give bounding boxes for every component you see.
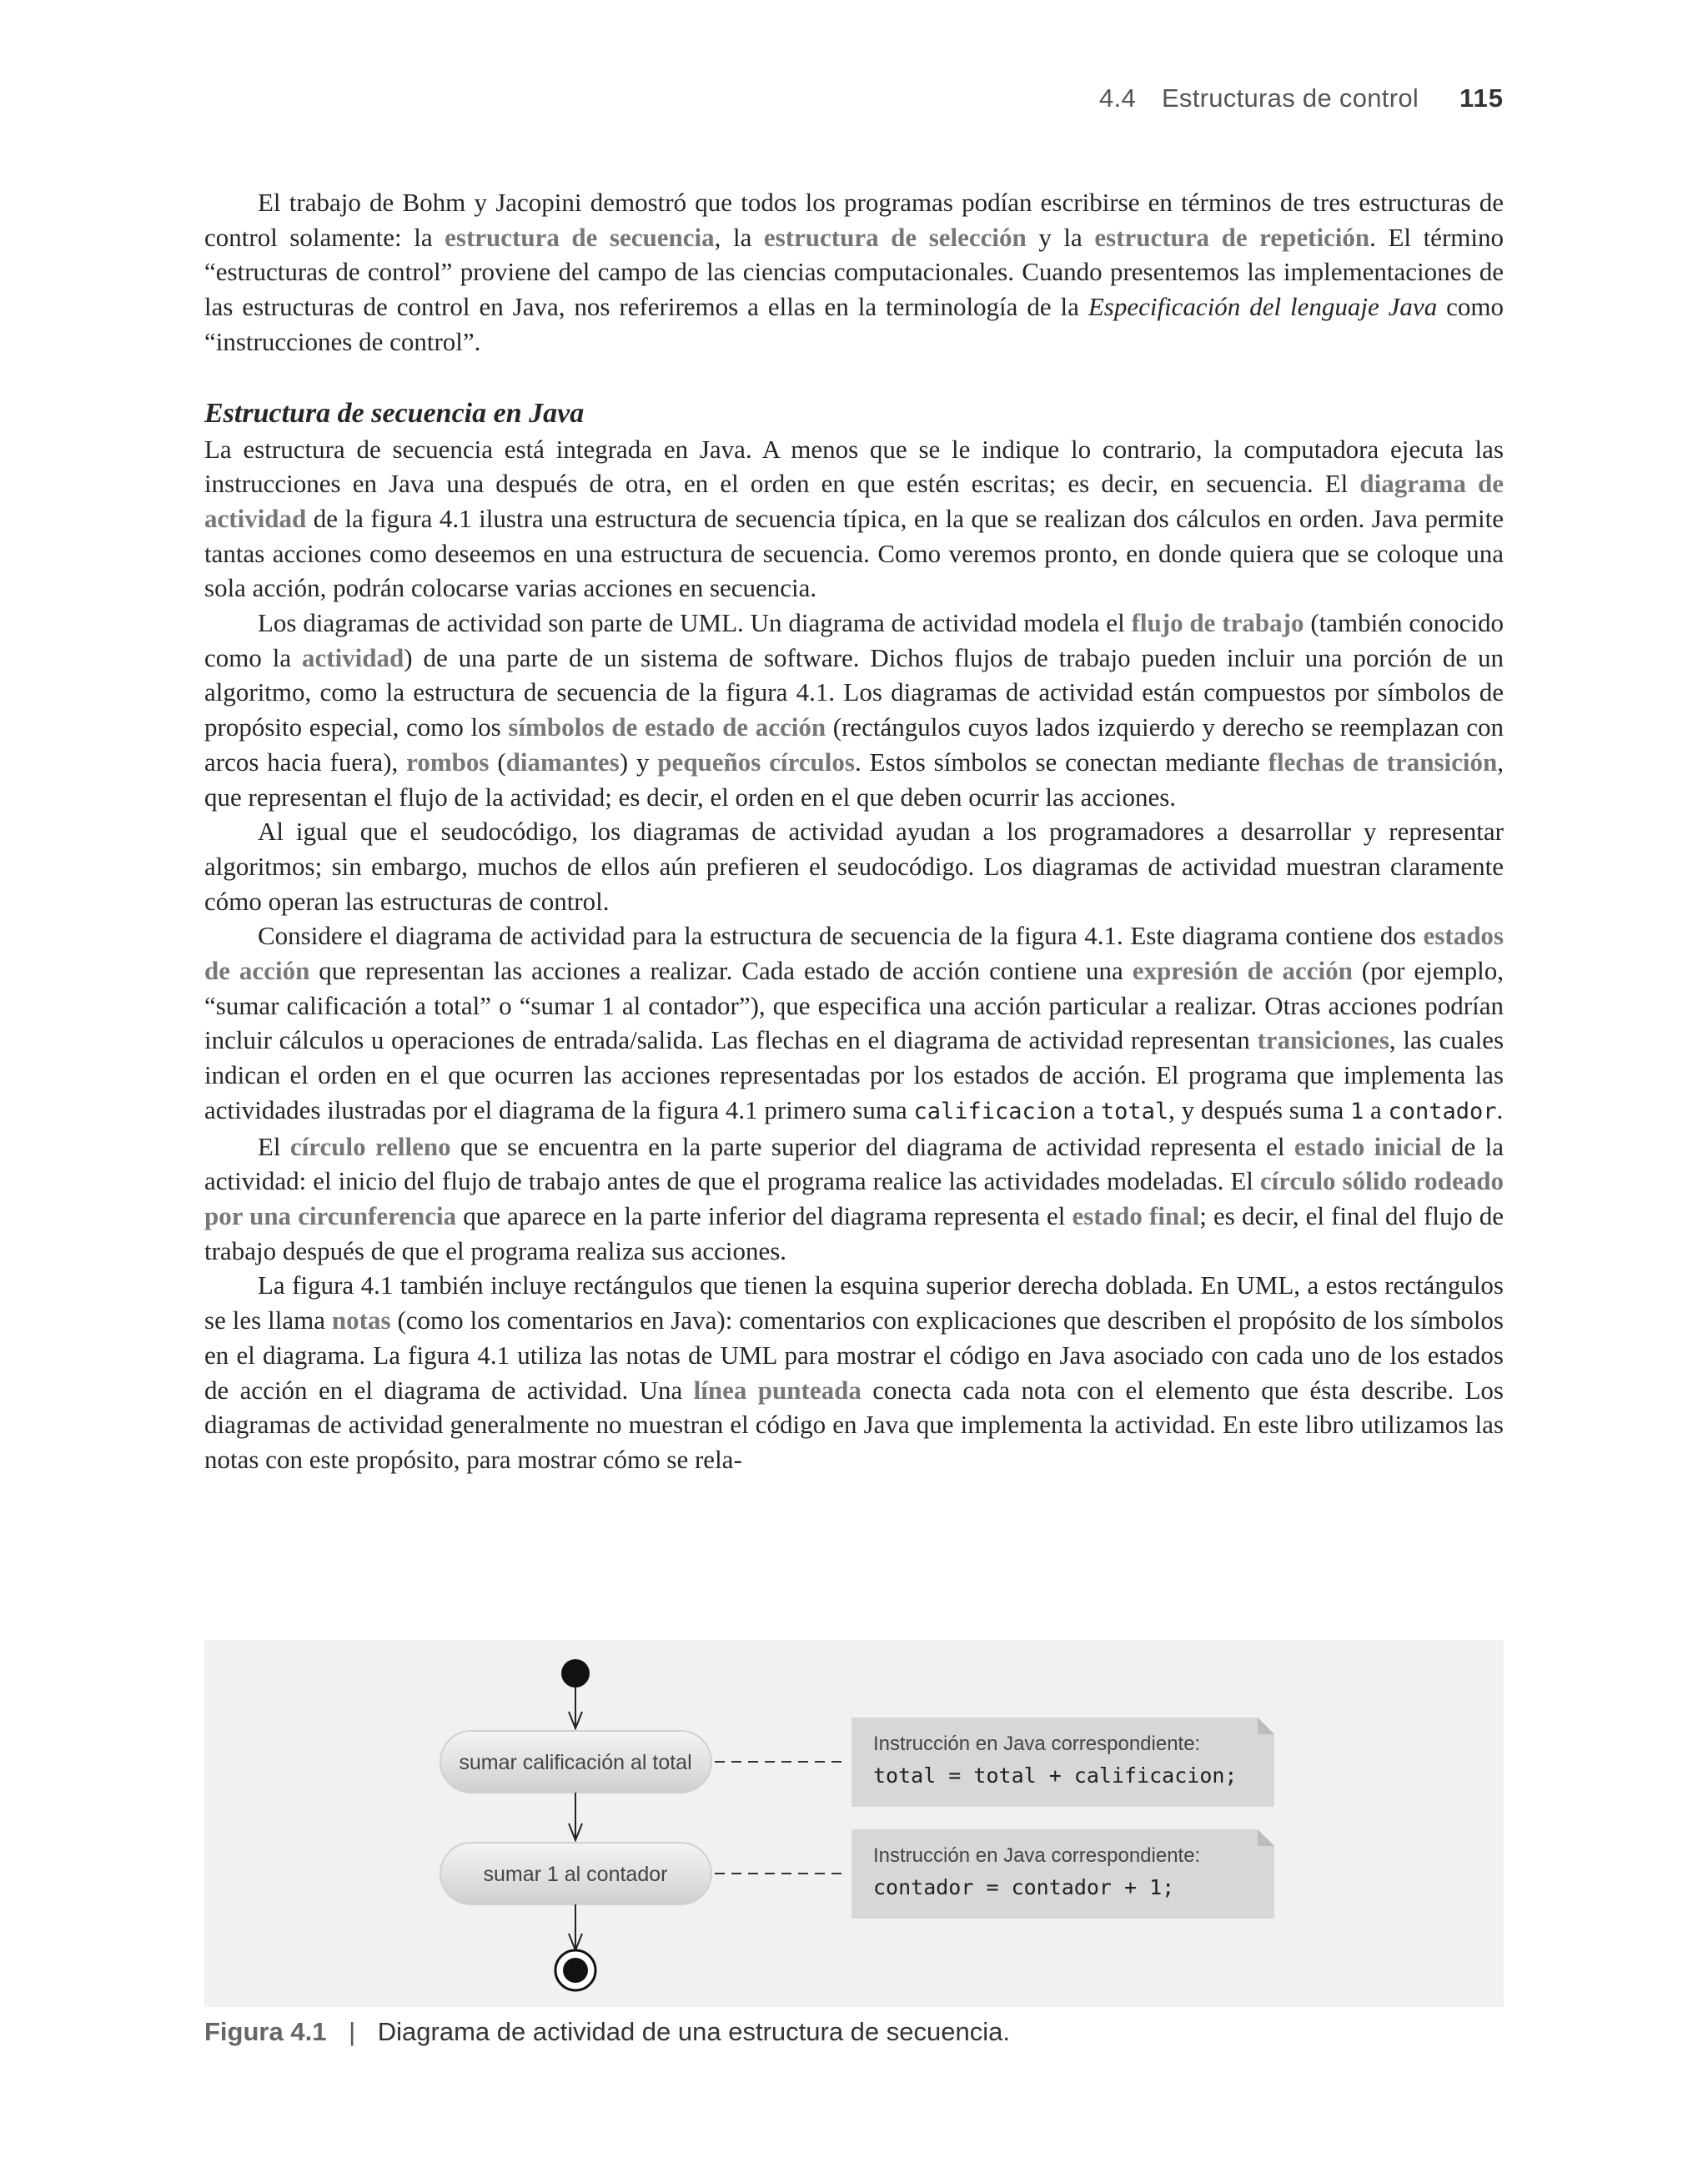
section-subheading: Estructura de secuencia en Java xyxy=(204,397,585,429)
paragraph: El círculo relleno que se encuentra en la parte superior del diagrama de actividad representa el estado inicial de la actividad: el inicio del flujo de trabajo antes de que el programa realice las actividades modeladas. El círculo sólido rodeado por una circunferencia que aparece en la parte inferior del diagrama representa el estado final; es decir, el final del flujo de trabajo después de que el programa realiza sus acciones. xyxy=(204,1131,1504,1265)
term: estado inicial xyxy=(1294,1131,1442,1161)
transition-arrow xyxy=(569,1904,582,1950)
paragraph: La estructura de secuencia está integrada en Java. A menos que se le indique lo contrario, la computadora ejecuta las instrucciones en Java una después de otra, en el orden en que estén escritas; es decir, en secuencia. El diagrama de actividad de la figura 4.1 ilustra una estructura de secuencia típica, en la que se realizan dos cálculos en orden. Java permite tantas acciones como deseemos en una estructura de secuencia. Como veremos pronto, en donde quiera que se coloque una sola acción, podrán colocarse varias acciones en secuencia. xyxy=(204,434,1504,603)
activity-diagram xyxy=(204,1640,1504,2007)
term: estructura de repetición xyxy=(1094,222,1370,252)
caption-separator: | xyxy=(349,2017,356,2046)
term: estado final xyxy=(1072,1200,1200,1230)
term: símbolos de estado de acción xyxy=(508,712,826,742)
paragraph-intro: El trabajo de Bohm y Jacopini demostró que todos los programas podían escribirse en términos de tres estructuras de control solamente: la estructura de secuencia, la estructura de selección y la estructura de repetición. El término “estructuras de control” proviene del campo de las ciencias computacionales. Cuando presentemos las implementaciones de las estructuras de control en Java, nos referiremos a ellas en la terminología de la Especificación del lenguaje Java como “instrucciones de control”. xyxy=(204,188,1504,356)
final-state-icon xyxy=(555,1950,595,1990)
caption-text: Diagrama de actividad de una estructura de secuencia. xyxy=(377,2017,1010,2046)
paragraph: Al igual que el seudocódigo, los diagramas de actividad ayudan a los programadores a desarrollar y representar algoritmos; sin embargo, muchos de ellos aún prefieren el seudocódigo. Los diagramas de actividad muestran claramente cómo operan las estructuras de control. xyxy=(204,817,1504,916)
action-state-2 xyxy=(440,1843,711,1904)
transition-arrow xyxy=(569,1793,582,1840)
term: pequeños círculos xyxy=(657,747,855,777)
paragraph: Considere el diagrama de actividad para la estructura de secuencia de la figura 4.1. Este diagrama contiene dos estados de acción que representan las acciones a realizar. Cada estado de acción contiene una expresión de acción (por ejemplo, “sumar calificación a total” o “sumar 1 al contador”), que especifica una acción particular a realizar. Otras acciones podrían incluir cálculos u operaciones de entrada/salida. Las flechas en el diagrama de actividad representan transiciones, las cuales indican el orden en el que ocurren las acciones representadas por los estados de acción. El programa que implementa las actividades ilustradas por el diagrama de la figura 4.1 primero suma calificacion a total, y después suma 1 a contador. xyxy=(204,921,1505,1124)
code-inline: contador xyxy=(1388,1098,1497,1124)
uml-note-2 xyxy=(851,1829,1274,1919)
term: estructura de secuencia xyxy=(445,222,715,252)
figure-caption xyxy=(204,2017,1010,2047)
figure-activity-diagram xyxy=(204,1640,1504,2007)
initial-state-icon xyxy=(561,1659,590,1688)
code-inline: total xyxy=(1100,1098,1169,1124)
paragraph: Los diagramas de actividad son parte de UML. Un diagrama de actividad modela el flujo de trabajo (también conocido como la actividad) de una parte de un sistema de software. Dichos flujos de trabajo pueden incluir una porción de un algoritmo, como la estructura de secuencia de la figura 4.1. Los diagramas de actividad están compuestos por símbolos de propósito especial, como los símbolos de estado de acción (rectángulos cuyos lados izquierdo y derecho se reemplazan con arcos hacia fuera), rombos (diamantes) y pequeños círculos. Estos símbolos se conectan mediante flechas de transición, que representan el flujo de la actividad; es decir, el orden en el que deben ocurrir las acciones. xyxy=(204,608,1505,812)
term: transiciones xyxy=(1257,1025,1389,1055)
svg-text:contador = contador + 1;: contador = contador + 1; xyxy=(873,1875,1175,1899)
term: flujo de trabajo xyxy=(1131,608,1304,638)
term: actividad xyxy=(301,642,404,672)
code-inline: calificacion xyxy=(913,1098,1077,1124)
svg-text:sumar calificación al total: sumar calificación al total xyxy=(459,1751,692,1774)
term: flechas de transición xyxy=(1268,747,1498,777)
action-state-1 xyxy=(440,1731,711,1793)
transition-arrow xyxy=(569,1688,582,1728)
svg-text:Instrucción en Java correspond: Instrucción en Java correspondiente: xyxy=(873,1733,1201,1755)
term: diamantes xyxy=(505,747,620,777)
page-number: 115 xyxy=(1459,83,1504,113)
term: rombos xyxy=(406,747,490,777)
running-header xyxy=(1099,83,1504,113)
term: círculo relleno xyxy=(289,1131,451,1161)
term: expresión de acción xyxy=(1132,956,1353,986)
paragraph: La figura 4.1 también incluye rectángulos que tienen la esquina superior derecha doblada. En UML, a estos rectángulos se les llama notas (como los comentarios en Java): comentarios con explicaciones que describen el propósito de los símbolos en el diagrama. La figura 4.1 utiliza las notas de UML para mostrar el código en Java asociado con cada uno de los estados de acción en el diagrama de actividad. Una línea punteada conecta cada nota con el elemento que ésta describe. Los diagramas de actividad generalmente no muestran el código en Java que implementa la actividad. En este libro utilizamos las notas con este propósito, para mostrar cómo se rela- xyxy=(204,1270,1504,1474)
term: notas xyxy=(331,1305,391,1335)
body-text xyxy=(204,185,1504,1477)
section-number: 4.4 xyxy=(1099,83,1137,113)
svg-text:sumar 1 al contador: sumar 1 al contador xyxy=(483,1863,668,1886)
svg-text:Instrucción en Java correspond: Instrucción en Java correspondiente: xyxy=(873,1844,1201,1867)
term: estructura de selección xyxy=(763,222,1027,252)
figure-label: Figura 4.1 xyxy=(204,2017,327,2046)
term: línea punteada xyxy=(693,1375,862,1405)
uml-note-1 xyxy=(851,1718,1274,1807)
term: círculo sólido rodeado por una circunferencia xyxy=(204,1166,1504,1230)
term: diagrama de actividad xyxy=(204,469,1504,533)
code-inline: 1 xyxy=(1349,1098,1364,1124)
book-title: Especificación del lenguaje Java xyxy=(1088,292,1438,322)
svg-text:total = total + calificacion;: total = total + calificacion; xyxy=(873,1763,1238,1788)
section-title: Estructuras de control xyxy=(1161,83,1419,113)
term: estados de acción xyxy=(204,921,1504,986)
